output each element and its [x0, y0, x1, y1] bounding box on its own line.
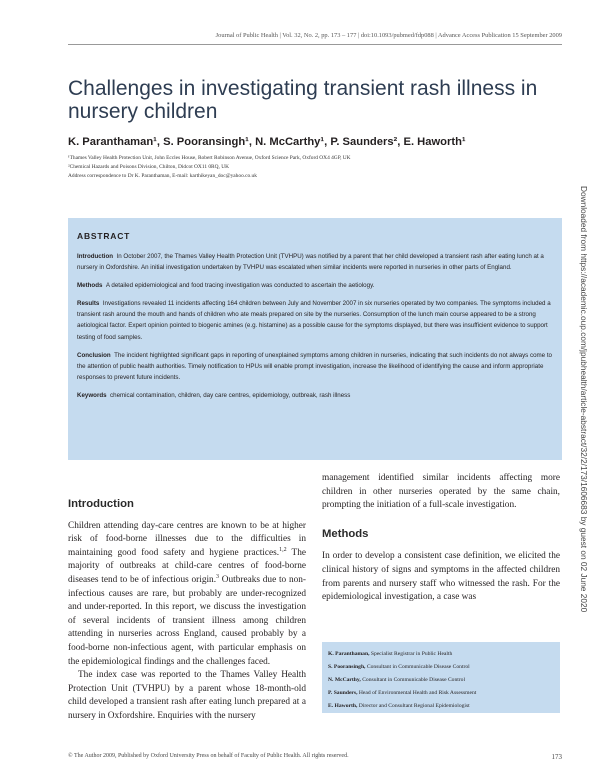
right-column — [322, 472, 560, 605]
abstract-text: chemical contamination, children, day care centres, epidemiology, outbreak, rash illness — [110, 391, 351, 399]
abstract-keywords — [77, 390, 553, 401]
abstract-methods — [77, 280, 553, 291]
abstract-label: Results — [77, 299, 100, 307]
author-position: Consultant in Communicable Disease Control — [366, 664, 470, 670]
abstract-text: Investigations revealed 11 incidents affecting 164 children between July and November 2007 in six nurseries operated by two companies. The symptoms included a transient rash around the mouth and hands of children who ate meals prepared on site by the nurseries. Consumption of the lunch main course appeared to be a strong aetiological factor. Expert opinion pointed to biogenic amines (e.g. histamine) as a possible cause for the symptoms displayed, but there was insufficient evidence to support testing of food samples. — [77, 299, 551, 341]
abstract-label: Introduction — [77, 253, 114, 260]
abstract-box — [68, 218, 562, 460]
download-watermark — [577, 186, 591, 613]
author-position: Director and Consultant Regional Epidemiologist — [358, 703, 470, 709]
introduction-paragraph-2: The index case was reported to the Thames Valley Health Protection Unit (TVHPU) by a parent whose 18-month-old child developed a transient rash after eating lunch prepared at a nursery in Oxfordshire. Enquiries with the nursery — [68, 670, 306, 721]
author-position: Consultant in Communicable Disease Control — [362, 677, 466, 683]
abstract-text: The incident highlighted significant gaps in reporting of unexplained symptoms among children in nurseries, indicating that such incidents do not always come to the attention of public health authorities. Timely notification to HPUs will enable prompt investigation, increase the likelihood of identifying the cause and inform appropriate responses to prevent future incidents. — [77, 351, 552, 382]
abstract-heading: ABSTRACT — [77, 231, 131, 241]
author-roles-box — [322, 642, 560, 713]
abstract-text: In October 2007, the Thames Valley Health Protection Unit (TVHPU) was notified by a parent that her child developed a transient rash after eating lunch at a nursery in Oxfordshire. An initial investigation undertaken by TVHPU was escalated when similar incidents were reported in nurseries in other parts of England. — [77, 253, 544, 272]
abstract-label: Keywords — [77, 391, 107, 399]
citation-marker: 1,2 — [279, 546, 287, 553]
author-position: Specialist Registrar in Public Health — [370, 651, 453, 657]
running-head: Journal of Public Health | Vol. 32, No. 2, pp. 173 – 177 | doi:10.1093/pubmed/fdp088 | Advance Access Publication 15 September 2009 — [215, 32, 562, 39]
left-column — [68, 498, 306, 724]
header-rule — [68, 44, 562, 45]
abstract-label: Methods — [77, 282, 103, 290]
methods-heading: Methods — [322, 527, 369, 540]
abstract-conclusion — [77, 350, 553, 384]
author-name: P. Saunders, — [328, 690, 358, 696]
author-role — [328, 687, 554, 700]
author-name: S. Pooransingh, — [328, 664, 366, 670]
introduction-paragraph-1 — [68, 520, 306, 670]
author-name: K. Paranthaman, — [328, 651, 370, 657]
download-watermark-text: Downloaded from https://academic.oup.com/jpubhealth/article-abstract/32/2/173/1606683 by guest on 02 June 2020 — [579, 186, 589, 613]
introduction-continuation: management identified similar incidents affecting more children in other nurseries operated by the same chain, prompting the initiation of a full-scale investigation. — [322, 473, 560, 511]
body-text: Outbreaks due to non-infectious causes are rare, but probably are under-recognized and under-reported. In this report, we discuss the investigation of several incidents of transient illness among children attending in nurseries across England, caused probably by a food-borne non-infectious agent, with particular emphasis on the epidemiological findings and the challenges faced. — [68, 574, 307, 667]
author-role — [328, 661, 554, 674]
author-role — [328, 700, 554, 713]
body-text: Children attending day-care centres are known to be at higher risk of food-borne illnesses due to the difficulties in maintaining good food safety and hygiene practices. — [68, 520, 306, 558]
abstract-text: A detailed epidemiological and food tracing investigation was conducted to ascertain the aetiology. — [105, 282, 375, 290]
body-text: The majority of outbreaks at child-care centres of food-borne diseases tend to be of infectious origin. — [68, 547, 306, 585]
author-role — [328, 674, 554, 687]
author-position: Head of Environmental Health and Risk Assessment — [358, 690, 477, 696]
author-list: K. Paranthaman¹, S. Pooransingh¹, N. McCarthy¹, P. Saunders², E. Haworth¹ — [68, 136, 466, 148]
affiliation-1: ¹Thames Valley Health Protection Unit, John Eccles House, Robert Robinson Avenue, Oxford Science Park, Oxford OX4 4GP, UK — [68, 155, 351, 161]
citation-marker: 3 — [216, 573, 220, 580]
correspondence-address: Address correspondence to Dr K. Paranthaman, E-mail: karthikeyan_doc@yahoo.co.uk — [68, 173, 257, 179]
author-name: N. McCarthy, — [328, 677, 361, 683]
abstract-label: Conclusion — [77, 351, 111, 359]
copyright-notice: © The Author 2009, Published by Oxford University Press on behalf of Faculty of Public Health. All rights reserved. — [68, 753, 349, 759]
abstract-introduction — [77, 251, 553, 274]
abstract-results — [77, 298, 553, 343]
methods-paragraph: In order to develop a consistent case definition, we elicited the clinical history of signs and symptoms in the affected children from parents and nursery staff who witnessed the rash. For the epidemiological investigation, a case was — [322, 551, 560, 603]
page-number: 173 — [551, 753, 562, 761]
author-name: E. Haworth, — [328, 703, 358, 709]
author-role — [328, 648, 554, 661]
article-title: Challenges in investigating transient rash illness in nursery children — [68, 77, 538, 123]
affiliations — [68, 154, 538, 181]
introduction-heading: Introduction — [68, 498, 134, 510]
page-footer — [68, 753, 562, 759]
affiliation-2: ²Chemical Hazards and Poisons Division, Chilton, Didcot OX11 0RQ, UK — [68, 164, 230, 170]
